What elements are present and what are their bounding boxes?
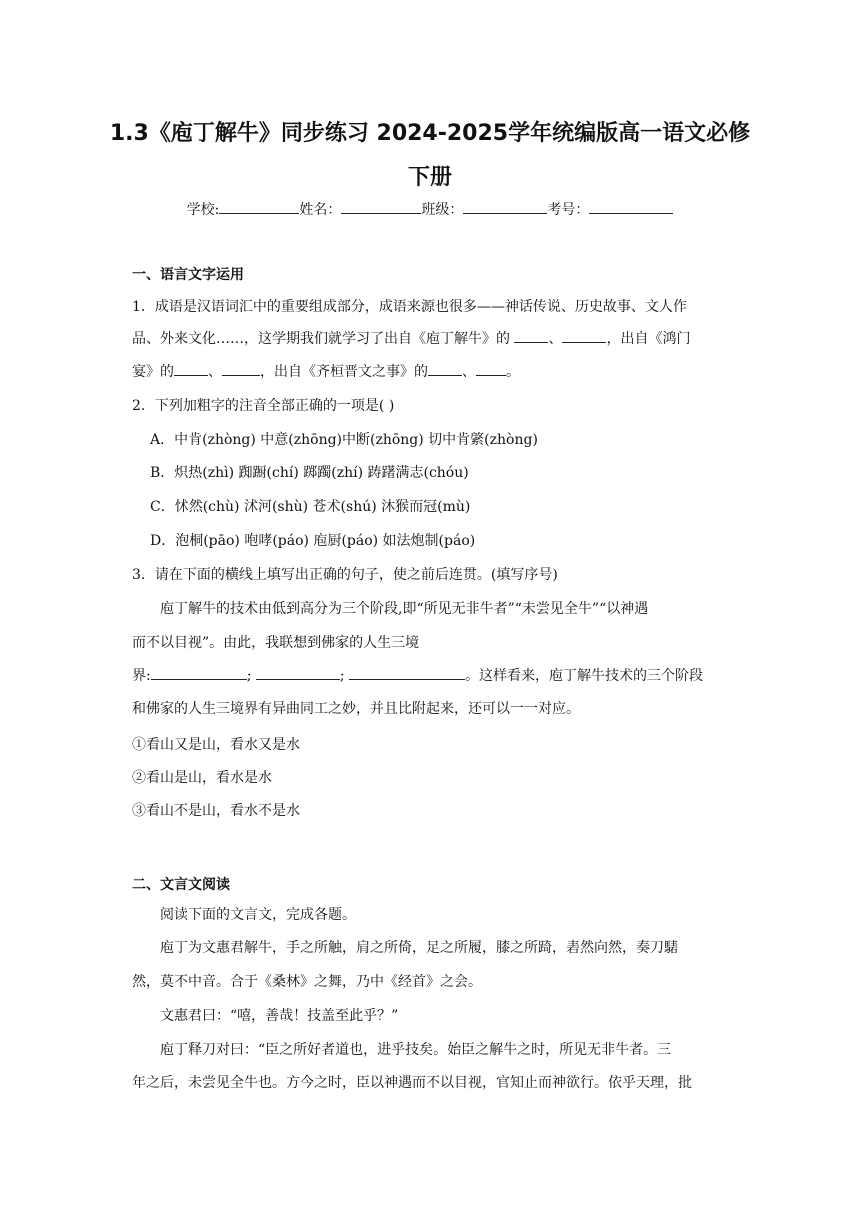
separator: 、 [462,364,476,380]
q2-stem: 2．下列加粗字的注音全部正确的一项是( ) [132,398,395,414]
passage-p3-line1: 庖丁释刀对曰：“臣之所好者道也，进乎技矣。始臣之解牛之时，所见无非牛者。三 [160,1042,672,1058]
answer-blank[interactable] [256,665,340,680]
passage-p2: 文惠君曰：“嘻，善哉！技盖至此乎？” [160,1008,399,1024]
separator: ; [246,668,256,684]
passage-p1-line2: 然，莫不中音。合于《桑林》之舞，乃中《经首》之会。 [132,974,482,990]
separator: ; [339,668,350,684]
q3-text: 界: [132,668,151,684]
answer-blank[interactable] [349,665,465,680]
answer-blank[interactable] [476,361,506,376]
q2-option-c[interactable]: C．怵然(chù) 沭河(shù) 苍术(shú) 沐猴而冠(mù) [150,499,471,515]
q3-paragraph-line2: 而不以目视”。由此，我联想到佛家的人生三境 [132,635,420,651]
passage-p3-line2: 年之后，未尝见全牛也。方今之时，臣以神遇而不以目视，官知止而神欲行。依乎天理，批 [132,1075,692,1091]
answer-blank[interactable] [222,361,260,376]
exam-number-field[interactable] [589,198,673,214]
student-info-row [0,198,860,219]
q3-choice-1: ①看山又是山，看水又是水 [132,737,300,753]
reading-instruction: 阅读下面的文言文，完成各题。 [160,907,356,923]
answer-blank[interactable] [174,361,208,376]
exam-number-label: 考号： [547,202,590,218]
answer-blank[interactable] [562,328,606,343]
q3-paragraph-line4: 和佛家的人生三境界有异曲同工之妙，并且比附起来，还可以一一对应。 [132,701,580,717]
section-heading-1: 一、语言文字运用 [132,267,244,283]
q2-option-a[interactable]: A．中肯(zhòng) 中意(zhōng)中断(zhōng) 切中肯綮(zhòng) [150,432,538,448]
q1-text: 。 [506,364,520,380]
q1-line3 [132,361,520,381]
q3-paragraph-line3 [132,665,703,685]
name-label: 姓名： [299,202,342,218]
q1-text: 品、外来文化……，这学期我们就学习了出自《庖丁解牛》的 [132,331,515,347]
separator: 、 [548,331,563,347]
q3-text: 。这样看来，庖丁解牛技术的三个阶段 [465,668,704,684]
q1-line2 [132,328,690,348]
document-title-line2: 下册 [407,165,452,190]
answer-blank[interactable] [151,665,247,680]
q1-text: ，出自《鸿门 [606,331,691,347]
name-field[interactable] [341,198,421,214]
class-label: 班级： [421,202,464,218]
q3-choice-2: ②看山是山，看水是水 [132,770,272,786]
q2-option-d[interactable]: D．泡桐(pāo) 咆哮(páo) 庖厨(páo) 如法炮制(páo) [150,533,476,549]
answer-blank[interactable] [514,328,548,343]
q3-choice-3: ③看山不是山，看水不是水 [132,803,300,819]
school-field[interactable] [219,198,299,214]
q1-text: 宴》的 [132,364,174,380]
q3-paragraph-line1: 庖丁解牛的技术由低到高分为三个阶段,即“所见无非牛者”“未尝见全牛”“以神遇 [160,601,649,617]
answer-blank[interactable] [428,361,462,376]
document-title-line1: 1.3《庖丁解牛》同步练习 2024-2025学年统编版高一语文必修 [109,121,751,146]
q1-line1: 1．成语是汉语词汇中的重要组成部分，成语来源也很多——神话传说、历史故事、文人作 [132,299,687,315]
q2-option-b[interactable]: B．炽热(zhì) 踟蹰(chí) 踯躅(zhí) 踌躇满志(chóu) [150,465,469,481]
school-label: 学校: [186,202,220,218]
q1-text: ，出自《齐桓晋文之事》的 [260,364,428,380]
separator: 、 [208,364,222,380]
section-heading-2: 二、文言文阅读 [132,877,230,893]
class-field[interactable] [463,198,547,214]
passage-p1-line1: 庖丁为文惠君解牛，手之所触，肩之所倚，足之所履，膝之所踦，砉然向然，奏刀騞 [160,940,678,956]
q3-stem: 3．请在下面的横线上填写出正确的句子，使之前后连贯。(填写序号) [132,567,558,583]
